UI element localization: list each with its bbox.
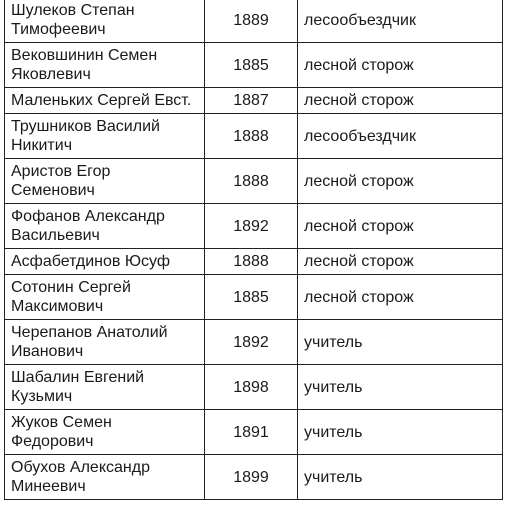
occupation-cell: лесной сторож bbox=[298, 88, 503, 114]
birth-year-cell: 1899 bbox=[205, 455, 298, 500]
person-name-cell: Аристов Егор Семенович bbox=[5, 159, 205, 204]
occupation-cell: учитель bbox=[298, 410, 503, 455]
birth-year-cell: 1889 bbox=[205, 0, 298, 43]
person-name-cell: Трушников Василий Никитич bbox=[5, 114, 205, 159]
birth-year-cell: 1888 bbox=[205, 114, 298, 159]
person-name-cell: Сотонин Сергей Максимович bbox=[5, 275, 205, 320]
birth-year-cell: 1885 bbox=[205, 275, 298, 320]
occupation-cell: учитель bbox=[298, 455, 503, 500]
birth-year-cell: 1888 bbox=[205, 159, 298, 204]
person-name-cell: Черепанов Анатолий Иванович bbox=[5, 320, 205, 365]
table-row bbox=[5, 365, 503, 410]
birth-year-cell: 1892 bbox=[205, 320, 298, 365]
person-name-cell: Шабалин Евгений Кузьмич bbox=[5, 365, 205, 410]
table-row bbox=[5, 410, 503, 455]
occupation-cell: лесообъездчик bbox=[298, 0, 503, 43]
table-row bbox=[5, 204, 503, 249]
table-row bbox=[5, 320, 503, 365]
table-row bbox=[5, 43, 503, 88]
person-name-cell: Шулеков Степан Тимофеевич bbox=[5, 0, 205, 43]
records-table bbox=[4, 0, 503, 500]
occupation-cell: лесообъездчик bbox=[298, 114, 503, 159]
person-name-cell: Фофанов Александр Васильевич bbox=[5, 204, 205, 249]
occupation-cell: учитель bbox=[298, 365, 503, 410]
person-name-cell: Вековшинин Семен Яковлевич bbox=[5, 43, 205, 88]
birth-year-cell: 1898 bbox=[205, 365, 298, 410]
birth-year-cell: 1892 bbox=[205, 204, 298, 249]
person-name-cell: Асфабетдинов Юсуф bbox=[5, 249, 205, 275]
occupation-cell: лесной сторож bbox=[298, 249, 503, 275]
person-name-cell: Обухов Александр Минеевич bbox=[5, 455, 205, 500]
birth-year-cell: 1885 bbox=[205, 43, 298, 88]
birth-year-cell: 1888 bbox=[205, 249, 298, 275]
occupation-cell: лесной сторож bbox=[298, 204, 503, 249]
table-row bbox=[5, 159, 503, 204]
table-row bbox=[5, 114, 503, 159]
table-row bbox=[5, 275, 503, 320]
person-name-cell: Маленьких Сергей Евст. bbox=[5, 88, 205, 114]
records-table-body bbox=[5, 0, 503, 500]
birth-year-cell: 1891 bbox=[205, 410, 298, 455]
occupation-cell: лесной сторож bbox=[298, 159, 503, 204]
table-row bbox=[5, 249, 503, 275]
table-row bbox=[5, 455, 503, 500]
occupation-cell: лесной сторож bbox=[298, 275, 503, 320]
table-row bbox=[5, 88, 503, 114]
table-row bbox=[5, 0, 503, 43]
person-name-cell: Жуков Семен Федорович bbox=[5, 410, 205, 455]
occupation-cell: учитель bbox=[298, 320, 503, 365]
birth-year-cell: 1887 bbox=[205, 88, 298, 114]
occupation-cell: лесной сторож bbox=[298, 43, 503, 88]
